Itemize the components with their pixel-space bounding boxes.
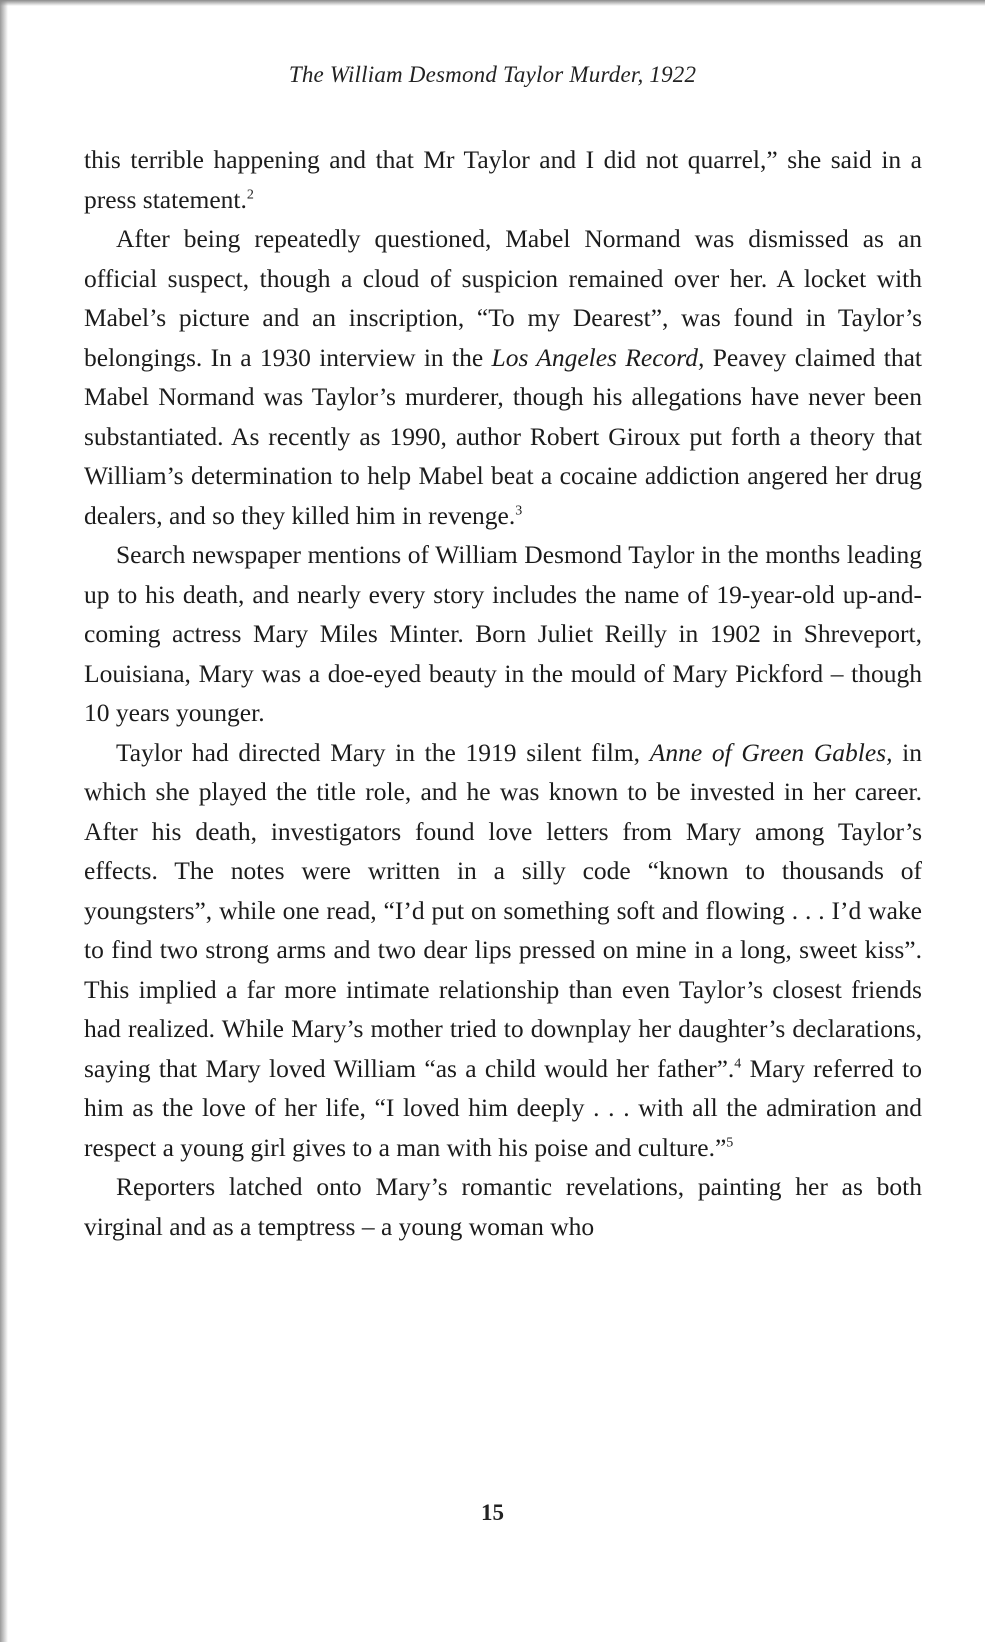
- footnote-marker: 3: [515, 503, 523, 518]
- running-head: The William Desmond Taylor Murder, 1922: [288, 62, 697, 87]
- footnote-marker: 4: [734, 1056, 742, 1071]
- text-run: Mary referred to him as the love of her life, “I loved him deeply . . . with all the admiration and respect a young girl gives to a man with his poise and culture.”: [84, 1053, 922, 1162]
- footnote-marker: 2: [246, 187, 254, 202]
- body-text: [84, 140, 922, 1246]
- text-run: in which she played the title role, and he was known to be invested in her career. After his death, investigators found love letters from Mary among Taylor’s effects. The notes were written in a silly code “known to thousands of youngsters”, while one read, “I’d put on something soft and flowing . . . I’d wake to find two strong arms and two dear lips pressed on mine in a long, sweet kiss”. This implied a far more intimate relationship than even Taylor’s closest friends had realized. While Mary’s mother tried to downplay her daughter’s declarations, saying that Mary loved William “as a child would her father”.: [84, 737, 923, 1083]
- italic-title: Los Angeles Record,: [491, 342, 705, 372]
- paragraph-p2: [84, 219, 922, 535]
- page-top-shadow: [0, 0, 985, 6]
- italic-title: Anne of Green Gables,: [649, 737, 893, 767]
- paragraph-p3: [84, 535, 922, 733]
- paragraph-p5: [84, 1167, 922, 1246]
- text-run: Reporters latched onto Mary’s romantic revelations, painting her as both virginal and as a temptress – a young woman who: [84, 1172, 922, 1241]
- text-run: Taylor had directed Mary in the 1919 silent film,: [116, 737, 650, 767]
- footnote-marker: 5: [726, 1135, 734, 1150]
- paragraph-p4: [84, 733, 922, 1168]
- page-number: 15: [481, 1500, 504, 1525]
- page-edge-shadow: [0, 0, 8, 1642]
- paragraph-p1: [84, 140, 922, 219]
- text-run: After being repeatedly questioned, Mabel Normand was dismissed as an official suspect, though a cloud of suspicion remained over her. A locket with Mabel’s picture and an inscription, “To my Dearest”, was found in Taylor’s belongings. In a 1930 interview in the: [84, 224, 922, 372]
- text-run: Peavey claimed that Mabel Normand was Taylor’s murderer, though his allegations have never been substantiated. As recently as 1990, author Robert Giroux put forth a theory that William’s determination to help Mabel beat a cocaine addiction angered her drug dealers, and so they killed him in revenge.: [84, 342, 922, 530]
- text-run: Search newspaper mentions of William Desmond Taylor in the months leading up to his death, and nearly every story includes the name of 19-year-old up-and-coming actress Mary Miles Minter. Born Juliet Reilly in 1902 in Shreveport, Louisiana, Mary was a doe-eyed beauty in the mould of Mary Pickford – though 10 years younger.: [84, 540, 922, 727]
- text-run: this terrible happening and that Mr Taylor and I did not quarrel,” she said in a press statement.: [84, 145, 922, 214]
